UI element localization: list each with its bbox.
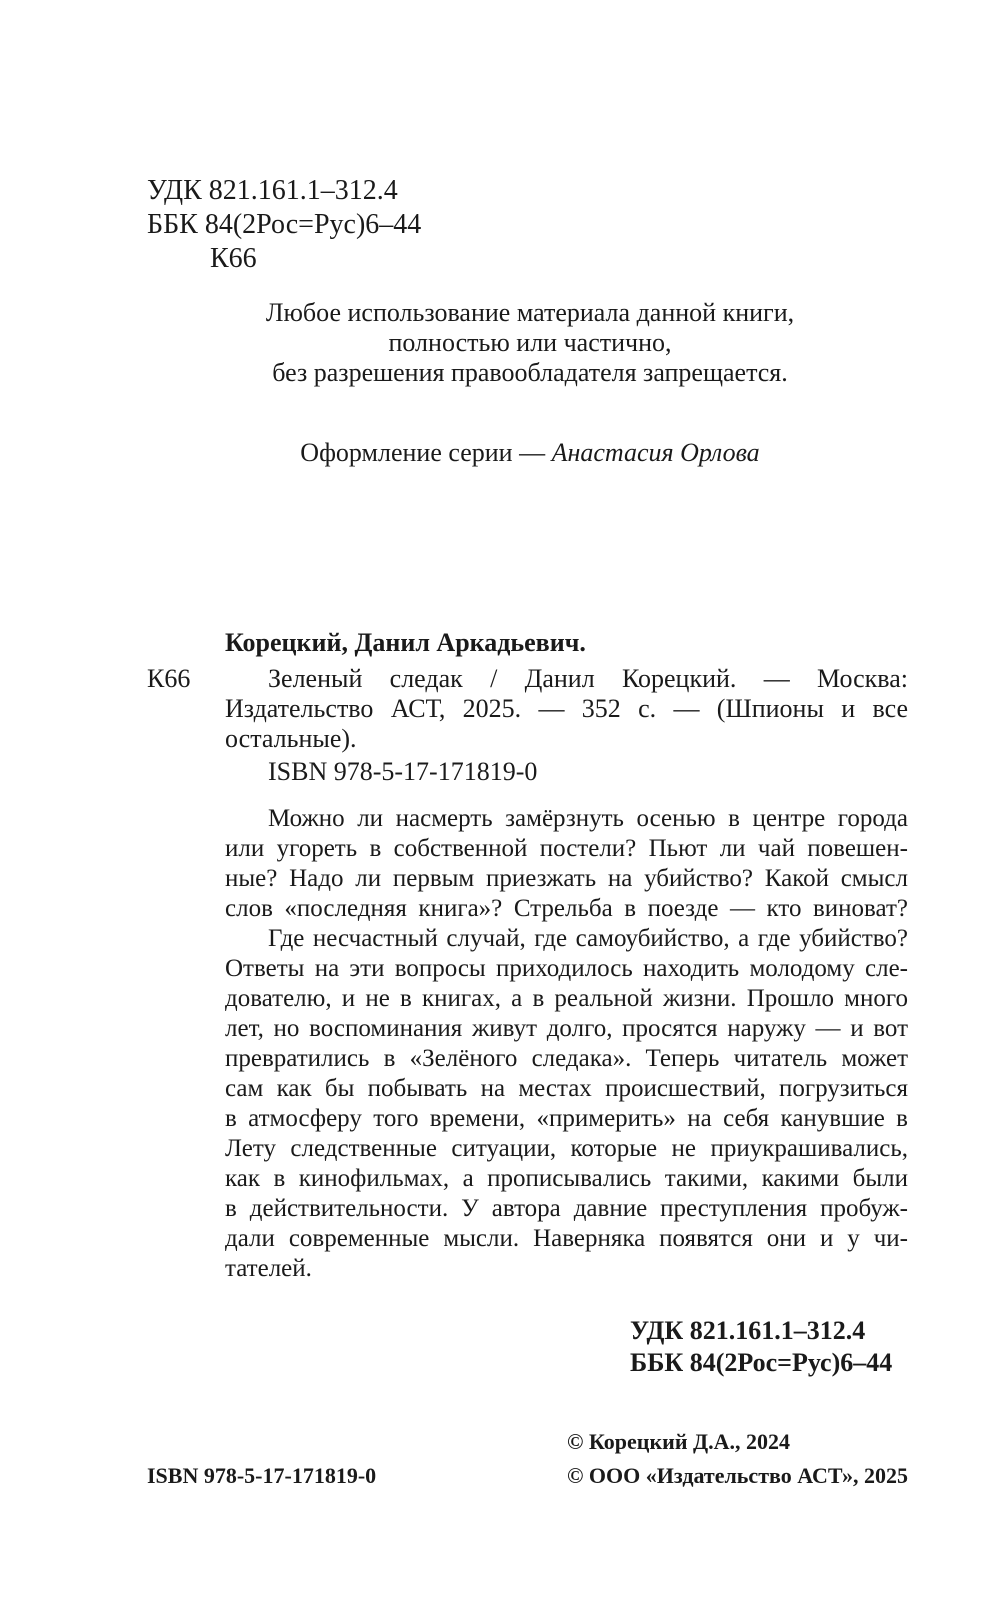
series-design-label: Оформление серии —	[300, 438, 552, 467]
footer-bbk-code: ББК 84(2Рос=Рус)6–44	[630, 1348, 893, 1377]
bbk-code: ББК 84(2Рос=Рус)6–44	[147, 209, 422, 240]
annotation-line: Можно ли насмерть замёрзнуть осенью в центре города	[268, 805, 908, 832]
bib-description	[225, 664, 908, 754]
copyright-publisher: © ООО «Издательство АСТ», 2025	[567, 1463, 909, 1488]
annotation-line: как в кинофильмах, а прописывались такими, какими были	[225, 1165, 908, 1192]
bib-author-heading: Корецкий, Данил Аркадьевич.	[225, 628, 586, 657]
bottom-isbn: ISBN 978-5-17-171819-0	[147, 1463, 377, 1488]
author-mark: К66	[210, 243, 257, 274]
series-designer-name: Анастасия Орлова	[551, 438, 760, 467]
copyright-notice-line-2: полностью или частично,	[388, 328, 672, 357]
annotation-line: дователю, и не в книгах, а в реальной жизни. Прошло много	[225, 985, 908, 1012]
annotation-line: или угореть в собственной постели? Пьют ли чай повешен-	[225, 835, 908, 862]
bib-author-mark: К66	[147, 664, 191, 693]
footer-udk-code: УДК 821.161.1–312.4	[630, 1316, 866, 1345]
annotation-paragraph-2	[225, 924, 908, 1284]
annotation-line: дали современные мысли. Наверняка появятся они и у чи-	[225, 1225, 908, 1252]
bib-description-line: Издательство АСТ, 2025. — 352 с. — (Шпионы и все	[225, 694, 908, 723]
bib-isbn: ISBN 978-5-17-171819-0	[268, 757, 538, 786]
annotation-line: лет, но воспоминания живут долго, просятся наружу — и вот	[225, 1015, 908, 1042]
annotation-line: в действительности. У автора давние преступления пробуж-	[225, 1195, 908, 1222]
annotation-line: в атмосферу того времени, «примерить» на себя канувшие в	[225, 1105, 908, 1132]
copyright-notice-line-1: Любое использование материала данной книги,	[265, 298, 795, 327]
copyright-author: © Корецкий Д.А., 2024	[567, 1429, 791, 1454]
annotation-line: сам как бы побывать на местах происшествий, погрузиться	[225, 1075, 908, 1102]
udk-code: УДК 821.161.1–312.4	[147, 175, 398, 206]
annotation-line: Ответы на эти вопросы приходилось находить молодому сле-	[225, 955, 908, 982]
bib-description-line: Зеленый следак / Данил Корецкий. — Москва:	[268, 664, 908, 693]
bib-description-line: остальные).	[225, 724, 357, 753]
annotation-line: тателей.	[225, 1255, 312, 1282]
annotation-line: слов «последняя книга»? Стрельба в поезде — кто виноват?	[225, 895, 908, 922]
annotation-paragraph-1	[225, 804, 908, 924]
annotation-line: превратились в «Зелёного следака». Теперь читатель может	[225, 1045, 908, 1072]
annotation-line: ные? Надо ли первым приезжать на убийство? Какой смысл	[225, 865, 908, 892]
copyright-notice-line-3: без разрешения правообладателя запрещается.	[272, 358, 788, 387]
annotation-line: Лету следственные ситуации, которые не приукрашивались,	[225, 1135, 908, 1162]
annotation-line: Где несчастный случай, где самоубийство, а где убийство?	[268, 925, 908, 952]
series-design	[0, 438, 1000, 468]
